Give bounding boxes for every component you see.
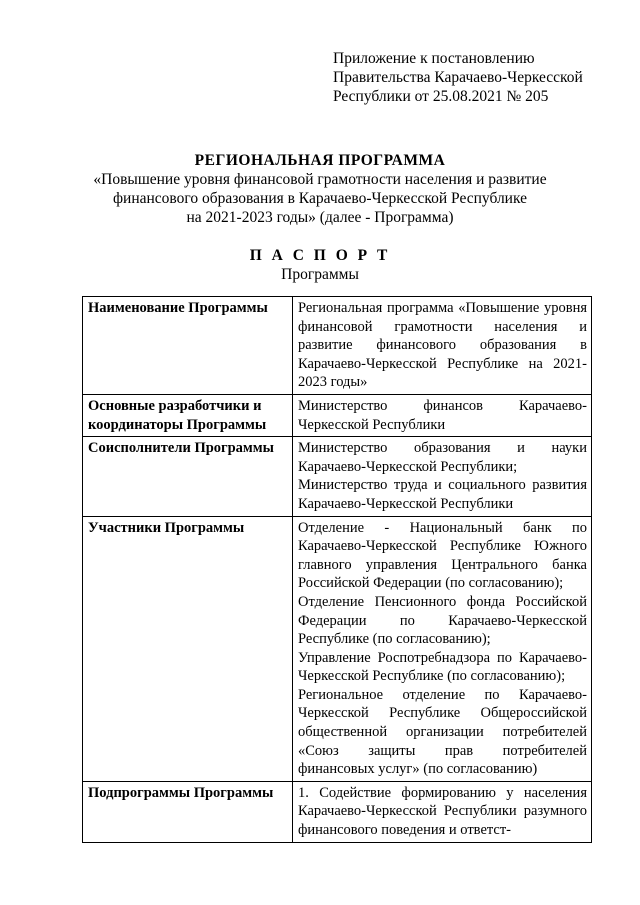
table-row (83, 781, 592, 842)
program-title-line: «Повышение уровня финансовой грамотности населения и развитие (93, 171, 547, 188)
row-label: Участники Программы (83, 516, 293, 781)
program-heading: РЕГИОНАЛЬНАЯ ПРОГРАММА (194, 152, 446, 169)
program-title-block (0, 151, 640, 227)
row-value (293, 437, 592, 516)
appendix-line: Приложение к постановлению (333, 50, 535, 67)
row-paragraph: 1. Содействие формированию у населения Карачаево-Черкесской Республики разумного финансового поведения и ответст- (298, 784, 587, 839)
row-paragraph: Региональная программа «Повышение уровня финансовой грамотности населения и развитие финансового образования в Карачаево-Черкесской Республике на 2021-2023 годы» (298, 300, 587, 391)
passport-subheading: Программы (281, 266, 359, 283)
table-row (83, 394, 592, 436)
passport-title-block (0, 246, 640, 284)
appendix-line: Республики от 25.08.2021 № 205 (333, 88, 549, 105)
row-value (293, 297, 592, 395)
appendix-note (333, 49, 583, 106)
row-paragraph: Министерство труда и социального развития Карачаево-Черкесской Республики (298, 477, 587, 512)
table-row (83, 516, 592, 781)
program-title-line: на 2021-2023 годы» (далее - Программа) (186, 209, 454, 226)
row-value (293, 516, 592, 781)
program-title-line: финансового образования в Карачаево-Черкесской Республике (112, 190, 528, 207)
passport-heading: П А С П О Р Т (249, 247, 391, 264)
row-paragraph: Отделение Пенсионного фонда Российской Федерации по Карачаево-Черкесской Республике (по согласованию); (298, 593, 587, 648)
table-row (83, 437, 592, 516)
row-paragraph: Отделение - Национальный банк по Карачаево-Черкесской Республике Южного главного управления Центрального банка Российской Федерации (по согласованию); (298, 519, 587, 592)
table-row (83, 297, 592, 395)
row-value (293, 781, 592, 842)
row-label: Основные разработчики и координаторы Программы (83, 394, 293, 436)
row-paragraph: Министерство образования и науки Карачаево-Черкесской Республики; (298, 440, 587, 475)
appendix-line: Правительства Карачаево-Черкесской (333, 69, 583, 86)
row-value (293, 394, 592, 436)
row-paragraph: Региональное отделение по Карачаево-Черкесской Республике Общероссийской общественной организации потребителей «Союз защиты прав потребителей финансовых услуг» (по согласованию) (298, 686, 587, 778)
row-label: Подпрограммы Программы (83, 781, 293, 842)
passport-table (82, 296, 592, 843)
row-paragraph: Министерство финансов Карачаево-Черкесской Республики (298, 397, 587, 433)
row-label: Наименование Программы (83, 297, 293, 395)
row-paragraph: Управление Роспотребнадзора по Карачаево-Черкесской Республике (по согласованию); (298, 649, 587, 685)
row-label: Соисполнители Программы (83, 437, 293, 516)
